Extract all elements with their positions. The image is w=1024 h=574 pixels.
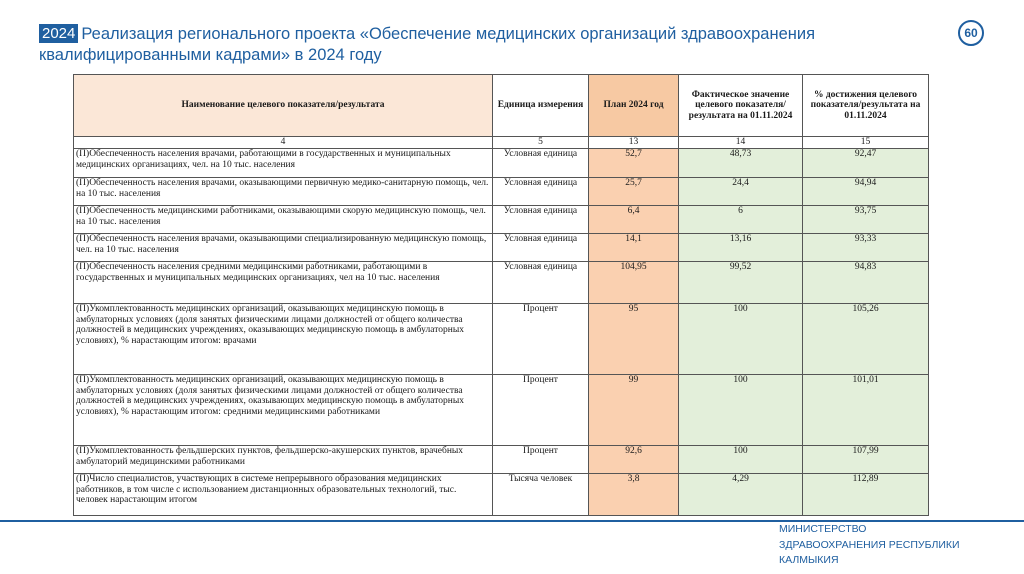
row-plan: 3,8 <box>589 474 679 516</box>
row-name: (П)Укомплектованность медицинских организаций, оказывающих медицинскую помощь в амбулаторных условиях (доля занятых физическими лицами должностей от общего количества должностей в медицинских учреждениях, оказывающих медицинскую помощь в амбулаторных условиях), % нарастающим итогом: врачами <box>74 304 493 375</box>
row-percent: 94,94 <box>803 178 929 206</box>
row-fact: 100 <box>679 304 803 375</box>
row-fact: 6 <box>679 206 803 234</box>
row-name: (П)Число специалистов, участвующих в системе непрерывного образования медицинских работников, в том числе с использованием дистанционных образовательных технологий, тыс. человек нарастающим итогом <box>74 474 493 516</box>
row-unit: Условная единица <box>493 234 589 262</box>
column-number: 15 <box>803 137 929 149</box>
column-number: 14 <box>679 137 803 149</box>
row-unit: Процент <box>493 375 589 446</box>
table-row <box>74 234 929 262</box>
row-percent: 101,01 <box>803 375 929 446</box>
row-name: (П)Обеспеченность медицинскими работниками, оказывающими скорую медицинскую помощь, чел. на 10 тыс. населения <box>74 206 493 234</box>
column-number: 5 <box>493 137 589 149</box>
table-row <box>74 375 929 446</box>
column-number-row <box>74 137 929 149</box>
table-row <box>74 262 929 304</box>
table-header-row <box>74 75 929 137</box>
row-plan: 104,95 <box>589 262 679 304</box>
row-plan: 95 <box>589 304 679 375</box>
indicators-table <box>73 74 929 516</box>
row-unit: Тысяча человек <box>493 474 589 516</box>
row-percent: 93,75 <box>803 206 929 234</box>
header-plan: План 2024 год <box>589 75 679 137</box>
ministry-line: ЗДРАВООХРАНЕНИЯ РЕСПУБЛИКИ <box>779 538 960 551</box>
row-percent: 105,26 <box>803 304 929 375</box>
table-row <box>74 446 929 474</box>
table-row <box>74 149 929 178</box>
header-percent: % достижения целевого показателя/результата на 01.11.2024 <box>803 75 929 137</box>
row-fact: 100 <box>679 375 803 446</box>
row-unit: Условная единица <box>493 178 589 206</box>
row-name: (П)Обеспеченность населения врачами, работающими в государственных и муниципальных медицинских организациях, чел. на 10 тыс. населения <box>74 149 493 178</box>
row-name: (П)Укомплектованность фельдшерских пунктов, фельдшерско-акушерских пунктов, врачебных амбулаторий медицинскими работниками <box>74 446 493 474</box>
row-plan: 52,7 <box>589 149 679 178</box>
row-plan: 25,7 <box>589 178 679 206</box>
table-row <box>74 474 929 516</box>
row-percent: 112,89 <box>803 474 929 516</box>
slide-number-badge: 60 <box>958 20 984 46</box>
row-name: (П)Обеспеченность населения средними медицинскими работниками, работающими в государственных и муниципальных медицинских организациях, чел на 10 тыс. населения <box>74 262 493 304</box>
row-fact: 99,52 <box>679 262 803 304</box>
row-fact: 100 <box>679 446 803 474</box>
row-fact: 48,73 <box>679 149 803 178</box>
row-unit: Процент <box>493 446 589 474</box>
page-title <box>39 24 939 66</box>
row-percent: 92,47 <box>803 149 929 178</box>
header-unit: Единица измерения <box>493 75 589 137</box>
title-text: Реализация регионального проекта «Обеспечение медицинских организаций здравоохранения квалифицированными кадрами» в 2024 году <box>39 25 816 64</box>
row-plan: 99 <box>589 375 679 446</box>
row-name: (П)Укомплектованность медицинских организаций, оказывающих медицинскую помощь в амбулаторных условиях (доля занятых физическими лицами должностей от общего количества должностей в медицинских учреждениях, оказывающих медицинскую помощь в амбулаторных условиях), % нарастающим итогом: средними медицинскими работниками <box>74 375 493 446</box>
header-name: Наименование целевого показателя/результата <box>74 75 493 137</box>
table-row <box>74 206 929 234</box>
ministry-caption <box>779 522 1019 569</box>
row-percent: 94,83 <box>803 262 929 304</box>
column-number: 13 <box>589 137 679 149</box>
row-unit: Условная единица <box>493 149 589 178</box>
table-row <box>74 304 929 375</box>
row-percent: 107,99 <box>803 446 929 474</box>
row-unit: Условная единица <box>493 206 589 234</box>
ministry-line: МИНИСТЕРСТВО <box>779 523 867 535</box>
row-fact: 13,16 <box>679 234 803 262</box>
row-plan: 92,6 <box>589 446 679 474</box>
row-unit: Процент <box>493 304 589 375</box>
row-plan: 6,4 <box>589 206 679 234</box>
row-name: (П)Обеспеченность населения врачами, оказывающими первичную медико-санитарную помощь, чел. на 10 тыс. населения <box>74 178 493 206</box>
row-name: (П)Обеспеченность населения врачами, оказывающими специализированную медицинскую помощь, чел. на 10 тыс. населения <box>74 234 493 262</box>
row-percent: 93,33 <box>803 234 929 262</box>
row-plan: 14,1 <box>589 234 679 262</box>
row-unit: Условная единица <box>493 262 589 304</box>
row-fact: 4,29 <box>679 474 803 516</box>
table-row <box>74 178 929 206</box>
year-badge: 2024 <box>39 24 78 43</box>
row-fact: 24,4 <box>679 178 803 206</box>
ministry-line: КАЛМЫКИЯ <box>779 554 839 566</box>
column-number: 4 <box>74 137 493 149</box>
header-fact: Фактическое значение целевого показателя/результата на 01.11.2024 <box>679 75 803 137</box>
